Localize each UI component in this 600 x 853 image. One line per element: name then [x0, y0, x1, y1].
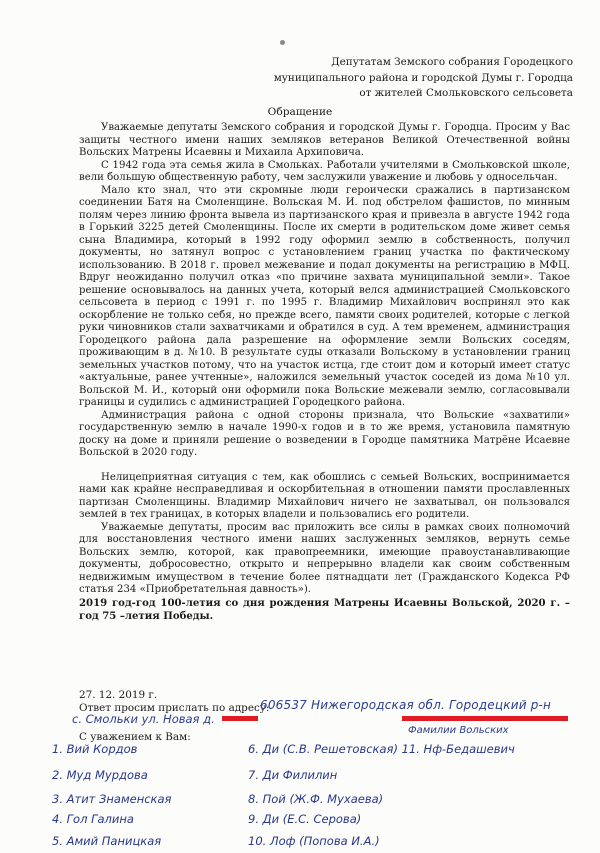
addressee-line: муниципального района и городской Думы г. Городца [273, 71, 573, 84]
document-date: 27. 12. 2019 г. [79, 689, 158, 701]
addressee-line: от жителей Смольковского сельсовета [359, 87, 573, 99]
signature-entry: 3. Атит Знаменская [52, 792, 172, 806]
greeting: С уважением к Вам: [79, 731, 191, 743]
signature-entry: 1. Вий Кордов [52, 742, 138, 756]
punch-hole-mark [280, 40, 285, 45]
signature-entry: 2. Муд Мурдова [52, 768, 148, 782]
handwritten-address-line-3: Фамилии Вольских [408, 725, 509, 736]
handwritten-address-line-2: с. Смольки ул. Новая д. [72, 712, 215, 726]
paragraph: С 1942 года эта семья жила в Смольках. Работали учителями в Смольковской школе, вели большую общественную работу, чем заслужили уважение и любовь у односельчан. [79, 159, 570, 183]
handwritten-address-line-1: 606537 Нижегородская обл. Городецкий р-н [260, 698, 552, 712]
paragraph: Мало кто знал, что эти скромные люди героически сражались в партизанском соединении Батя на Смоленщине. Вольская М. И. под обстрелом фашистов, по минным полям через линию фронта вывела из партизанского края и привезла в августе 1942 года в Горький 3225 детей Смоленщины. После их смерти в родительском доме живет семья сына Владимира, который в 1992 году оформил землю в собственность, получил документы, но затянул вопрос с установлением границ участка по фактическому использованию. В 2018 г. провел межевание и подал документы на регистрацию в МФЦ. Вдруг неожиданно получил отказ «по причине захвата муниципальной земли». Такое решение основывалось на данных учета, который велся администрацией Смольковского сельсовета в период с 1991 г. по 1995 г. Владимир Михайлович воспринял это как оскорбление не только себя, но прежде всего, памяти своих родителей, которые с легкой руки чиновников стали захватчиками и обратился в суд. А тем временем, администрация Городецкого района дала разрешение на оформление земли Вольских соседям, проживающим в д. №10. В результате суды отказали Вольскому в установлении границ земельных участков потому, что на участок истца, где стоит дом и который имеет статус «актуальные, ранее учтенные», наложился земельный участок соседей из дома №10 ул. Вольской М. И., который они оформили пока Вольские межевали землю, согласовывали границы и судились с администрацией Городецкого района. [79, 184, 570, 408]
addressee-block [268, 55, 573, 102]
closing-statement [79, 597, 570, 624]
addressee-line: Депутатам Земского собрания Городецкого [331, 56, 573, 68]
document-title: Обращение [267, 106, 333, 118]
signature-entry: 6. Ди (С.В. Решетовская) 11. Нф-Бедашевич [248, 742, 515, 756]
signature-entry: 7. Ди Филилин [248, 768, 338, 782]
signature-entry: 9. Ди (Е.С. Серова) [248, 812, 362, 826]
paragraph: Нелицеприятная ситуация с тем, как обошлись с семьей Вольских, воспринимается нами как крайне несправедливая и оскорбительная в отношении памяти прославленных партизан Смоленщины. Владимир Михайлович ничего не захватывал, он пользовался землей в тех границах, в которых владели и пользовались его родители. [79, 471, 570, 520]
closing-bold-text: 2019 год-год 100-летия со дня рождения Матрены Исаевны Вольской, 2020 г. – год 75 –летия Победы. [79, 596, 570, 622]
reply-address-label: Ответ просим прислать по адресу: [79, 702, 270, 714]
paragraph: Уважаемые депутаты Земского собрания и городской Думы г. Городца. Просим у Вас защиты честного имени наших земляков ветеранов Великой Отечественной войны Вольских Матрены Исаевны и Михаила Архиповича. [79, 122, 570, 158]
redaction-mark [222, 716, 258, 721]
document-body [79, 122, 570, 624]
signature-entry: 8. Пой (Ж.Ф. Мухаева) [248, 792, 384, 806]
redaction-mark [402, 716, 568, 721]
signature-entry: 5. Амий Паницкая [52, 834, 162, 848]
paragraph: Администрация района с одной стороны признала, что Вольские «захватили» государственную землю в начале 1990-х годов и в то же время, установила памятную доску на доме и приняли решение о возведении в Городце памятника Матрёне Исаевне Вольской в 2020 году. [79, 409, 570, 458]
signature-entry: 4. Гол Галина [52, 812, 134, 826]
paragraph: Уважаемые депутаты, просим вас приложить все силы в рамках своих полномочий для восстановления честного имени наших заслуженных земляков, вернуть семье Вольских землю, которой, как правопреемники, имеющие правоустанавливающие документы, добросовестно, открыто и непрерывно владели как своим собственным недвижимым имуществом в течение более пятнадцати лет (Гражданского Кодекса РФ статья 234 «Приобретательная давность»). [79, 521, 570, 595]
signature-entry: 10. Лоф (Попова И.А.) [248, 834, 380, 848]
